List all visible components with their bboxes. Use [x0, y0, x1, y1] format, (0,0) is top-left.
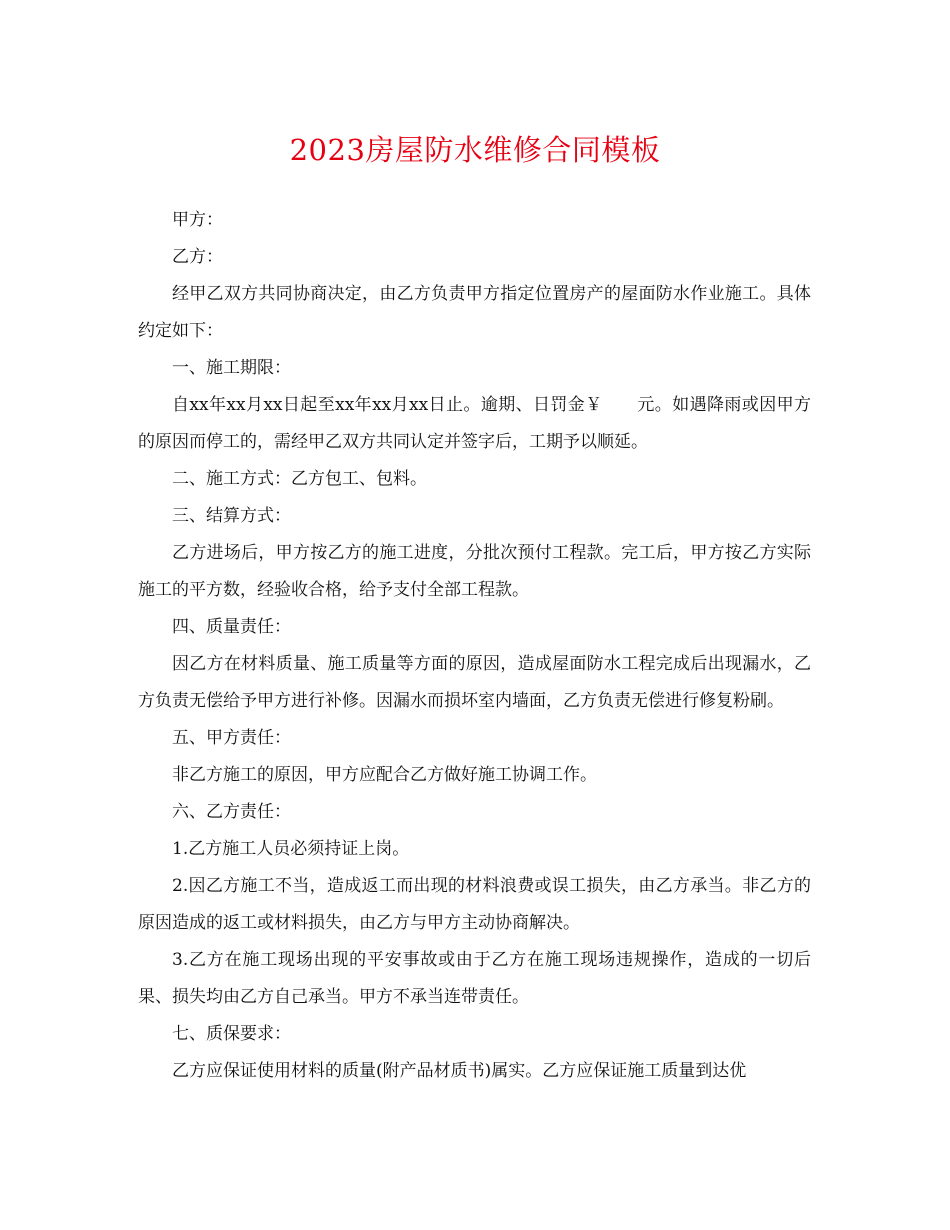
- section-heading-7: 七、质保要求：: [172, 1024, 291, 1044]
- section-paragraph-1: 自xx年xx月xx日起至xx年xx月xx日止。逾期、日罚金￥ 元。如遇降雨或因甲方的原因而停工的，需经甲乙双方共同认定并签字后，工期予以顺延。: [138, 395, 811, 452]
- party-b-line: 乙方：: [172, 247, 223, 267]
- section-paragraph-7: 乙方应保证使用材料的质量(附产品材质书)属实。乙方应保证施工质量到达优: [172, 1061, 747, 1081]
- section-heading-6: 六、乙方责任：: [172, 802, 291, 822]
- section-item-6-1: 1.乙方施工人员必须持证上岗。: [172, 839, 410, 859]
- section-heading-3: 三、结算方式：: [172, 506, 291, 526]
- document-body: [138, 202, 811, 1090]
- section-heading-1: 一、施工期限：: [172, 358, 291, 378]
- section-paragraph-5: 非乙方施工的原因，甲方应配合乙方做好施工协调工作。: [172, 765, 597, 785]
- intro-paragraph: 经甲乙双方共同协商决定，由乙方负责甲方指定位置房产的屋面防水作业施工。具体约定如下：: [138, 284, 811, 341]
- document-title: 2023房屋防水维修合同模板: [289, 133, 661, 167]
- section-heading-4: 四、质量责任：: [172, 617, 291, 637]
- section-paragraph-4: 因乙方在材料质量、施工质量等方面的原因，造成屋面防水工程完成后出现漏水，乙方负责无偿给予甲方进行补修。因漏水而损坏室内墙面，乙方负责无偿进行修复粉刷。: [138, 654, 811, 711]
- section-paragraph-3: 乙方进场后，甲方按乙方的施工进度，分批次预付工程款。完工后，甲方按乙方实际施工的平方数，经验收合格，给予支付全部工程款。: [138, 543, 811, 600]
- section-item-6-2: 2.因乙方施工不当，造成返工而出现的材料浪费或误工损失，由乙方承当。非乙方的原因造成的返工或材料损失，由乙方与甲方主动协商解决。: [138, 876, 811, 933]
- section-heading-2: 二、施工方式：乙方包工、包料。: [172, 469, 427, 489]
- section-item-6-3: 3.乙方在施工现场出现的平安事故或由于乙方在施工现场违规操作，造成的一切后果、损失均由乙方自己承当。甲方不承当连带责任。: [138, 950, 811, 1007]
- party-a-line: 甲方：: [172, 210, 223, 230]
- section-heading-5: 五、甲方责任：: [172, 728, 291, 748]
